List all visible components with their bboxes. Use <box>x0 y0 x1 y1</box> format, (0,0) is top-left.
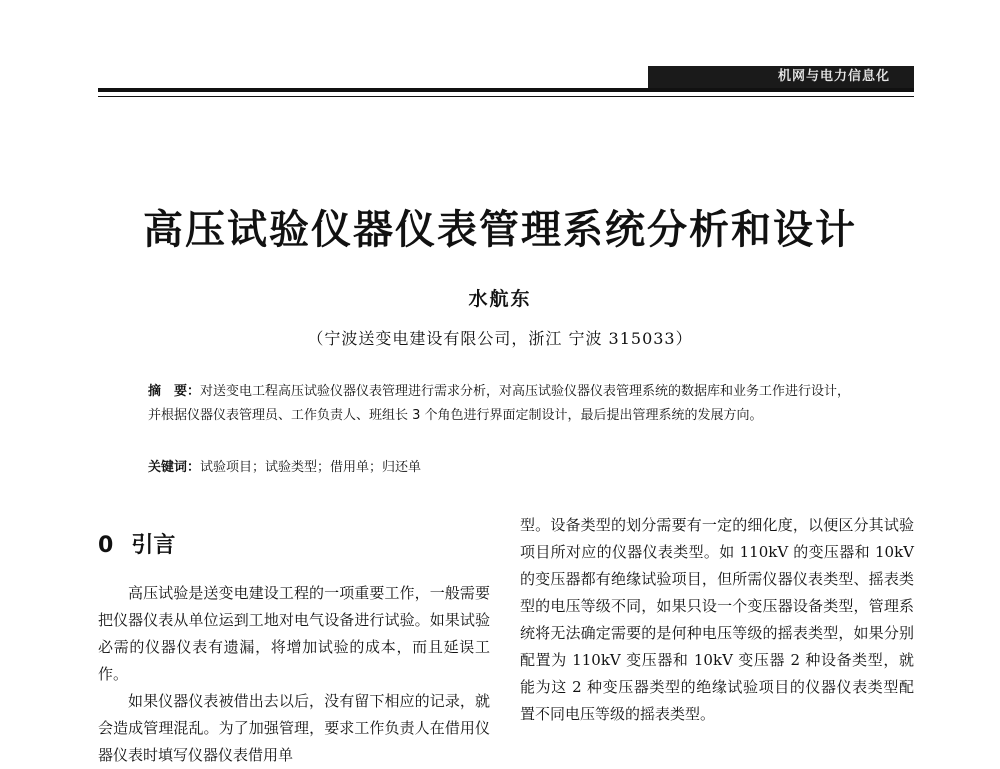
section-number: 0 <box>98 533 114 558</box>
section-title: 引言 <box>131 533 176 558</box>
header-rule-thin <box>98 96 914 97</box>
author-name: 水航东 <box>468 288 532 310</box>
keywords-text: 试验项目；试验类型；借用单；归还单 <box>200 460 422 475</box>
abstract-text: 对送变电工程高压试验仪器仪表管理进行需求分析，对高压试验仪器仪表管理系统的数据库和业务工作进行设计，并根据仪器仪表管理员、工作负责人、班组长 3 个角色进行界面定制设计，最后提出管理系统的发展方向。 <box>148 384 851 423</box>
keywords-label: 关键词： <box>148 460 201 475</box>
paper-title: 高压试验仪器仪表管理系统分析和设计 <box>143 206 857 253</box>
right-column <box>520 512 914 728</box>
left-paragraph-2: 如果仪器仪表被借出去以后，没有留下相应的记录，就会造成管理混乱。为了加强管理，要求工作负责人在借用仪器仪表时填写仪器仪表借用单 <box>98 692 490 764</box>
right-paragraph-1: 型。设备类型的划分需要有一定的细化度，以便区分其试验项目所对应的仪器仪表类型。如 110kV 的变压器和 10kV 的变压器都有绝缘试验项目，但所需仪器仪表类型、摇表类型的电压等级不同，如果只设一个变压器设备类型，管理系统将无法确定需要的是何种电压等级的摇表类型，如果分别配置为 110kV 变压器和 10kV 变压器 2 种设备类型，就能为这 2 种变压器类型的绝缘试验项目的仪器仪表类型配置不同电压等级的摇表类型。 <box>520 516 914 723</box>
left-paragraph-1: 高压试验是送变电建设工程的一项重要工作，一般需要把仪器仪表从单位运到工地对电气设备进行试验。如果试验必需的仪器仪表有遗漏，将增加试验的成本，而且延误工作。 <box>98 584 490 683</box>
left-column <box>98 580 490 769</box>
section-heading <box>98 528 175 559</box>
journal-header-banner <box>648 66 914 88</box>
abstract-label: 摘 要： <box>148 384 201 399</box>
author-affiliation: （宁波送变电建设有限公司，浙江 宁波 315033） <box>307 329 693 348</box>
journal-name: 机网与电力信息化 <box>777 69 890 84</box>
keywords <box>148 456 860 480</box>
header-rule-thick <box>98 88 914 92</box>
abstract <box>148 380 860 428</box>
